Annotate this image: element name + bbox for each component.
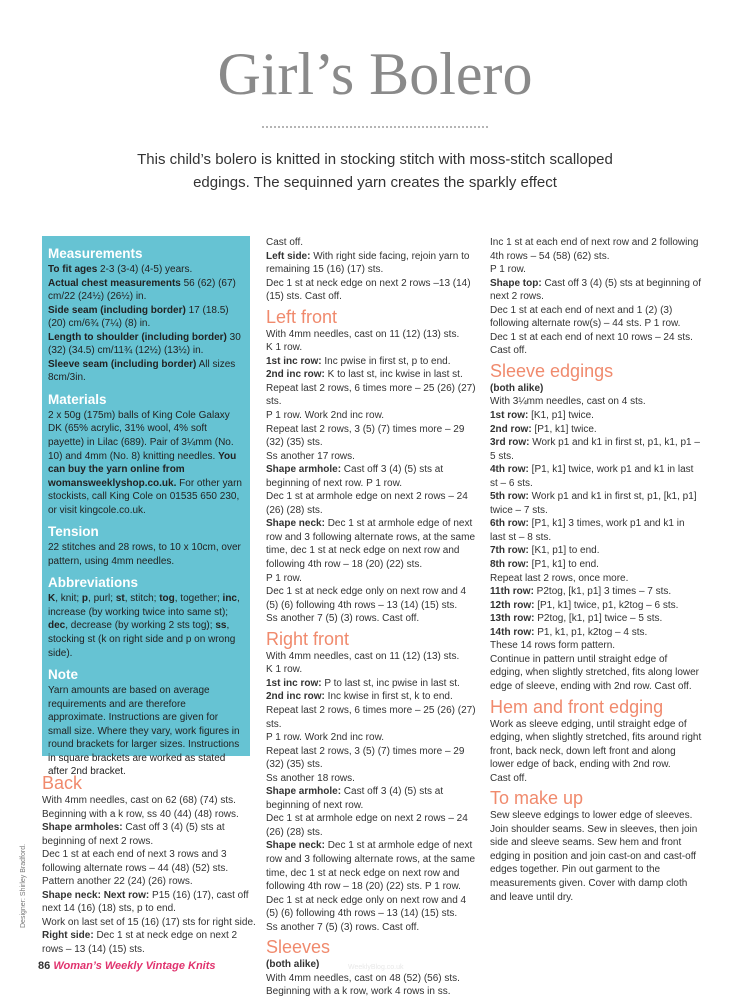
abbreviations-heading: Abbreviations [48, 575, 139, 591]
pattern-line: Ss another 18 rows. [266, 772, 355, 784]
pattern-line: Repeat last 2 rows, 3 (5) (7) times more – 29 (32) (35) sts. [266, 745, 465, 771]
note-text: Yarn amounts are based on average requirements and are therefore approximate. Instructions are given for small size. Where they vary, work figures in round brackets for larger sizes. Instructions in square brackets are worked as stated after 2nd bracket. [48, 685, 240, 778]
pattern-line: Shape neck: Dec 1 st at armhole edge of next row and 3 following alternate rows, at the same time, dec 1 st at neck edge on next row and following 4th row – 18 (20) (22) sts. [266, 518, 475, 571]
pattern-line: Shape armhole: Cast off 3 (4) (5) sts at beginning of next row. P 1 row. [266, 464, 444, 489]
materials-text: 2 x 50g (175m) balls of King Cole Galaxy DK (65% acrylic, 31% wool, 4% soft payette) in Lilac (689). Pair of 3¼mm (No. 10) and 4mm (No. 8) knitting needles. You can buy the yarn online from womansweeklyshop.co.uk. For other yarn stockists, call King Cole on 01535 650 230, or visit kingcole.co.uk. [48, 409, 242, 516]
pattern-line: Beginning with a k row, ss 40 (44) (48) rows. [42, 808, 239, 820]
magazine-title: Woman’s Weekly Vintage Knits [53, 960, 216, 972]
pattern-line: With 3¼mm needles, cast on 4 sts. [490, 396, 646, 408]
pattern-line: Shape top: Cast off 3 (4) (5) sts at beginning of next 2 rows. [490, 277, 702, 303]
back-heading: Back [42, 773, 83, 793]
pattern-line: Left side: With right side facing, rejoin yarn to remaining 15 (16) (17) sts. [266, 250, 470, 276]
pattern-line: Cast off. [490, 345, 528, 357]
pattern-line: Work as sleeve edging, until straight edge of edging, when slightly stretched, fits around right front, back neck, down left front and along lower edge of back, ending with 2nd row. [490, 718, 702, 771]
pattern-line: 3rd row: Work p1 and k1 in first st, p1, k1, p1 – 5 sts. [490, 437, 700, 462]
measure-line: Actual chest measurements 56 (62) (67) cm/22 (24½) (26½) in. [48, 277, 236, 303]
sleeves-heading: Sleeves [266, 937, 331, 958]
measure-line: Side seam (including border) 17 (18.5) (20) cm/6¾ (7¼) (8) in. [48, 304, 229, 330]
pattern-line: Dec 1 st at armhole edge on next 2 rows – 24 (26) (28) sts. [266, 813, 468, 838]
pattern-line: P 1 row. Work 2nd inc row. [266, 732, 385, 744]
pattern-line: Repeat last 2 rows, 6 times more – 25 (26) (27) sts. [266, 382, 476, 408]
measure-line: To fit ages 2-3 (3-4) (4-5) years. [48, 264, 193, 275]
materials-heading: Materials [48, 391, 107, 407]
designer-credit: Designer: Shirley Bradford. [20, 843, 27, 928]
pattern-line: Work on last set of 15 (16) (17) sts for right side. [42, 916, 256, 928]
pattern-line: 2nd row: [P1, k1] twice. [490, 423, 597, 435]
pattern-line: With 4mm needles, cast on 11 (12) (13) sts. [266, 328, 460, 340]
column-3 [490, 236, 702, 904]
pattern-line: Right side: Dec 1 st at neck edge on next 2 rows – 13 (14) (15) sts. [42, 930, 238, 956]
pattern-line: Beginning with a k row, work 4 rows in ss. [266, 986, 451, 998]
page-title: Girl’s Bolero [217, 41, 533, 107]
pattern-line: Ss another 7 (5) (3) rows. Cast off. [266, 613, 420, 625]
pattern-line: 13th row: P2tog, [k1, p1] twice – 5 sts. [490, 613, 663, 625]
pattern-line: Repeat last 2 rows, once more. [490, 572, 629, 584]
pattern-line: 2nd inc row: K to last st, inc kwise in last st. [266, 369, 463, 381]
pattern-line: 7th row: [K1, p1] to end. [490, 545, 600, 557]
pattern-line: P 1 row. [266, 572, 302, 584]
pattern-line: 6th row: [P1, k1] 3 times, work p1 and k1 in last st – 8 sts. [490, 518, 685, 543]
pattern-line: Repeat last 2 rows, 6 times more – 25 (26) (27) sts. [266, 704, 476, 730]
pattern-line: Dec 1 st at each end of next 10 rows – 24 sts. [490, 331, 693, 343]
pattern-line: Dec 1 st at armhole edge on next 2 rows – 24 (26) (28) sts. [266, 491, 468, 516]
pattern-line: Sew sleeve edgings to lower edge of sleeves. Join shoulder seams. Sew in sleeves, then join side and sleeve seams. Sew hem and front edging in position and join cast-on and cast-off edges together. Pin out garment to the measurements given. Cover with damp cloth and leave until dry. [490, 810, 698, 903]
sleeves-subheading: (both alike) [266, 959, 320, 971]
pattern-line: These 14 rows form pattern. [490, 640, 616, 652]
measurements-heading: Measurements [48, 246, 143, 261]
sleeve-edgings-subheading: (both alike) [490, 382, 544, 394]
note-heading: Note [48, 667, 78, 683]
measure-line: Sleeve seam (including border) All sizes 8cm/3in. [48, 358, 236, 384]
info-box [42, 236, 250, 778]
pattern-line: Dec 1 st at neck edge only on next row and 4 (5) (6) following 4th rows – 13 (14) (15) sts. [266, 586, 467, 611]
pattern-line: K 1 row. [266, 342, 303, 354]
title-divider [262, 126, 488, 128]
pattern-line: Inc 1 st at each end of next row and 2 following 4th rows – 54 (58) (62) sts. [490, 237, 699, 262]
pattern-line: 1st inc row: Inc pwise in first st, p to end. [266, 355, 451, 367]
pattern-line: Shape neck: Dec 1 st at armhole edge of next row and 3 following alternate rows, at the same time, dec 1 st at neck edge on next row and following 4th row – 18 (20) (22) sts. P 1 row. [266, 840, 475, 893]
pattern-line: Shape armholes: Cast off 3 (4) (5) sts at beginning of next 2 rows. [42, 822, 225, 847]
pattern-line: K 1 row. [266, 664, 303, 676]
pattern-line: With 4mm needles, cast on 62 (68) (74) sts. [42, 795, 236, 806]
pattern-line: 5th row: Work p1 and k1 in first st, p1, [k1, p1] twice – 7 sts. [490, 491, 697, 516]
pattern-line: 1st inc row: P to last st, inc pwise in last st. [266, 677, 460, 689]
pattern-line: With 4mm needles, cast on 48 (52) (56) sts. [266, 972, 460, 984]
right-front-heading: Right front [266, 628, 350, 649]
pattern-line: Dec 1 st at each end of next 3 rows and 3 following alternate rows – 44 (48) (52) sts. [42, 849, 229, 874]
pattern-line: Ss another 17 rows. [266, 450, 355, 462]
pattern-line: 11th row: P2tog, [k1, p1] 3 times – 7 sts. [490, 586, 672, 598]
pattern-line: P 1 row. [490, 264, 526, 276]
intro-text: This child’s bolero is knitted in stocking stitch with moss-stitch scalloped edgings. The sequinned yarn creates the sparkly effect [137, 151, 613, 191]
pattern-line: 8th row: [P1, k1] to end. [490, 559, 599, 571]
pattern-line: 14th row: P1, k1, p1, k2tog – 4 sts. [490, 626, 648, 638]
back-section [42, 770, 257, 957]
sleeve-edgings-heading: Sleeve edgings [490, 360, 614, 381]
abbreviations-text: K, knit; p, purl; st, stitch; tog, together; inc, increase (by working twice into same st); dec, decrease (by working 2 sts tog); ss, stocking st (k on right side and p on wrong side). [48, 593, 240, 659]
pattern-line: Ss another 7 (5) (3) rows. Cast off. [266, 921, 420, 933]
pattern-line: Shape neck: Next row: P15 (16) (17), cast off next 14 (16) (18) sts, p to end. [42, 889, 249, 915]
pattern-line: Dec 1 st at neck edge on next 2 rows –13 (14) (15) sts. Cast off. [266, 277, 471, 303]
pattern-line: Cast off. [490, 772, 528, 784]
pattern-line: Repeat last 2 rows, 3 (5) (7) times more – 29 (32) (35) sts. [266, 423, 465, 449]
page-number: 86 [38, 960, 51, 972]
page-footer [38, 960, 216, 972]
tension-heading: Tension [48, 524, 99, 540]
pattern-line: P 1 row. Work 2nd inc row. [266, 410, 385, 422]
pattern-line: 4th row: [P1, k1] twice, work p1 and k1 in last st – 6 sts. [490, 464, 694, 489]
pattern-line: Pattern another 22 (24) (26) rows. [42, 876, 193, 888]
pattern-line: Continue in pattern until straight edge of edging, when slightly stretched, fits along lower edge of sleeve, ending with 2nd row. Cast off. [490, 653, 700, 692]
left-front-heading: Left front [266, 306, 338, 327]
tension-text: 22 stitches and 28 rows, to 10 x 10cm, over pattern, using 4mm needles. [48, 542, 241, 567]
pattern-line: 1st row: [K1, p1] twice. [490, 410, 594, 422]
pattern-line: Shape armhole: Cast off 3 (4) (5) sts at beginning of next row. [266, 786, 444, 811]
watermark: WeeklyBlog.co.uk [348, 964, 404, 971]
pattern-line: Dec 1 st at each end of next and 1 (2) (3) following alternate row(s) – 44 sts. P 1 row. [490, 304, 681, 330]
pattern-line: Cast off. [266, 237, 304, 248]
measure-line: Length to shoulder (including border) 30 (32) (34.5) cm/11¾ (12½) (13½) in. [48, 331, 241, 357]
pattern-line: 2nd inc row: Inc kwise in first st, k to end. [266, 691, 453, 703]
pattern-line: Dec 1 st at neck edge only on next row and 4 (5) (6) following 4th rows – 13 (14) (15) sts. [266, 894, 467, 920]
column-2 [266, 236, 478, 999]
pattern-line: 12th row: [P1, k1] twice, p1, k2tog – 6 sts. [490, 599, 679, 611]
hem-edging-heading: Hem and front edging [490, 696, 664, 717]
pattern-line: With 4mm needles, cast on 11 (12) (13) sts. [266, 650, 460, 662]
make-up-heading: To make up [490, 788, 584, 809]
